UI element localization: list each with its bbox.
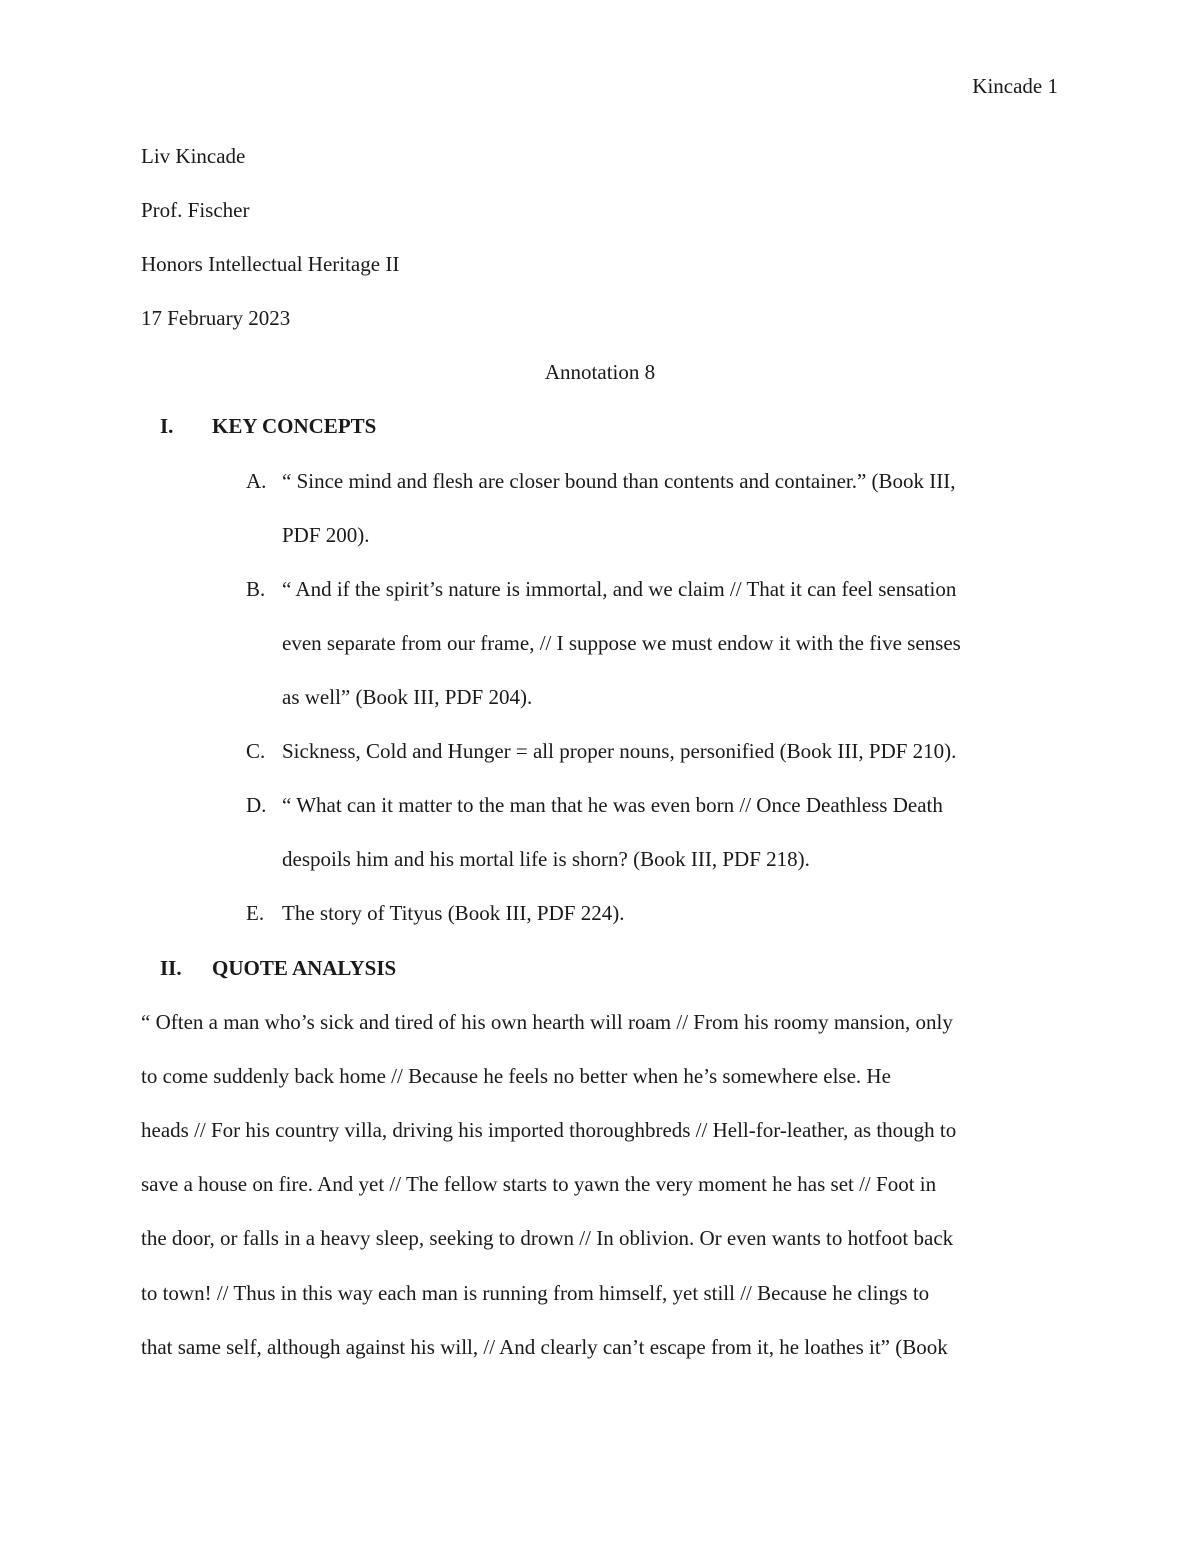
section-numeral: II.	[160, 956, 182, 980]
quote-line: “ Often a man who’s sick and tired of his own hearth will roam // From his roomy mansion, only	[141, 1010, 953, 1034]
item-letter: A.	[246, 469, 267, 493]
quote-line: to come suddenly back home // Because he feels no better when he’s somewhere else. He	[141, 1064, 891, 1088]
section-title-quote-analysis: QUOTE ANALYSIS	[212, 956, 397, 980]
item-line: “ What can it matter to the man that he was even born // Once Deathless Death	[282, 793, 943, 817]
item-line: despoils him and his mortal life is shorn? (Book III, PDF 218).	[282, 847, 810, 871]
item-letter: B.	[246, 577, 266, 601]
item-letter: C.	[246, 739, 266, 763]
quote-line: the door, or falls in a heavy sleep, seeking to drown // In oblivion. Or even wants to hotfoot back	[141, 1226, 954, 1250]
item-letter: E.	[246, 901, 265, 925]
item-line: PDF 200).	[282, 523, 370, 547]
quote-line: heads // For his country villa, driving his imported thoroughbreds // Hell-for-leather, as though to	[141, 1118, 957, 1142]
document-date: 17 February 2023	[141, 306, 291, 330]
item-letter: D.	[246, 793, 267, 817]
document-title: Annotation 8	[544, 360, 656, 384]
item-line: Sickness, Cold and Hunger = all proper nouns, personified (Book III, PDF 210).	[282, 739, 957, 763]
course-name: Honors Intellectual Heritage II	[141, 252, 400, 276]
page-header-label: Kincade 1	[972, 74, 1058, 98]
professor-name: Prof. Fischer	[141, 198, 250, 222]
quote-line: that same self, although against his will, // And clearly can’t escape from it, he loathes it” (Book	[141, 1335, 948, 1359]
item-line: as well” (Book III, PDF 204).	[282, 685, 533, 709]
item-line: “ And if the spirit’s nature is immortal, and we claim // That it can feel sensation	[282, 577, 957, 601]
section-numeral: I.	[160, 414, 174, 438]
item-line: “ Since mind and flesh are closer bound than contents and container.” (Book III,	[282, 469, 956, 493]
section-title-key-concepts: KEY CONCEPTS	[212, 414, 377, 438]
student-name: Liv Kincade	[141, 144, 246, 168]
quote-line: to town! // Thus in this way each man is running from himself, yet still // Because he clings to	[141, 1281, 930, 1305]
quote-line: save a house on fire. And yet // The fellow starts to yawn the very moment he has set // Foot in	[141, 1172, 937, 1196]
item-line: even separate from our frame, // I suppose we must endow it with the five senses	[282, 631, 961, 655]
item-line: The story of Tityus (Book III, PDF 224).	[282, 901, 625, 925]
